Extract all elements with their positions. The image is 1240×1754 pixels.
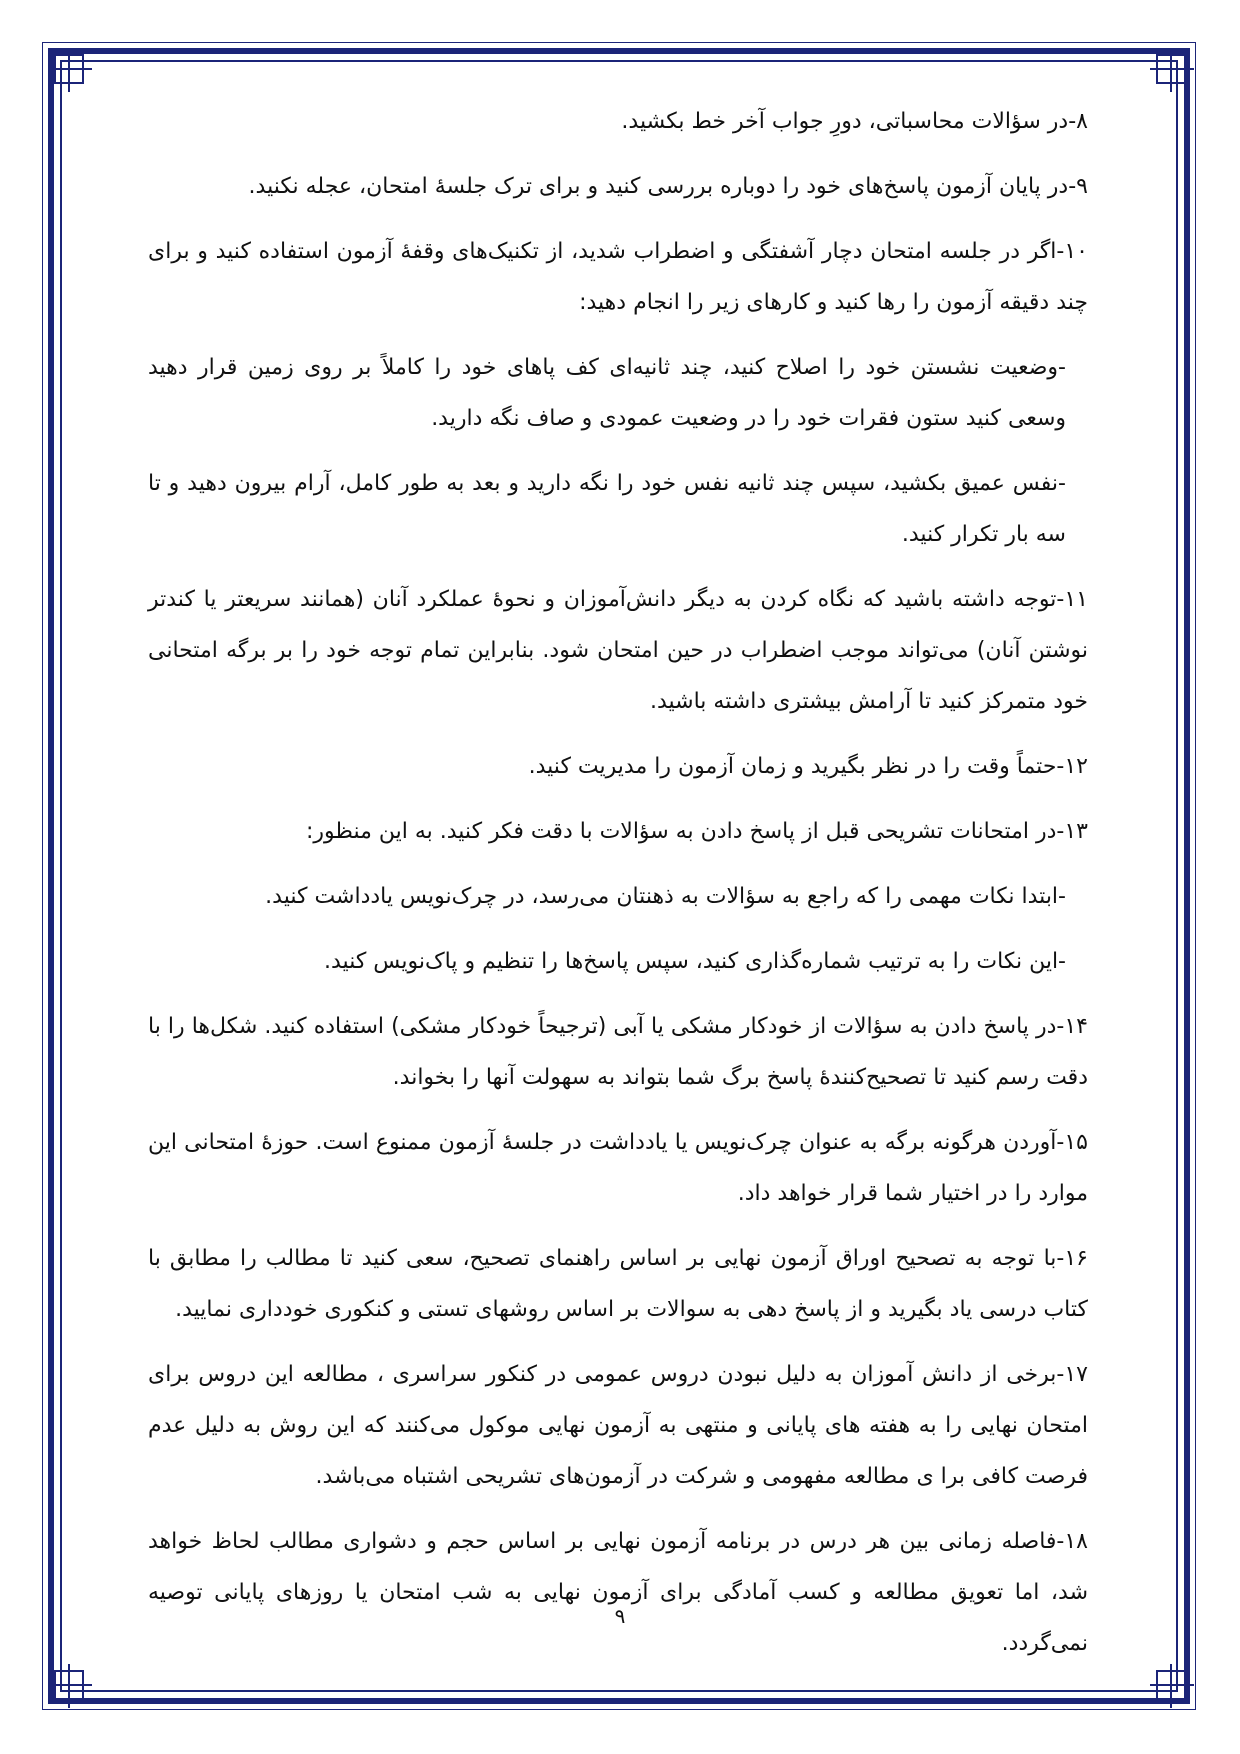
paragraph-item-18: ۱۸-فاصله زمانی بین هر درس در برنامه آزمون نهایی بر اساس حجم و دشواری مطالب لحاظ خواهد شد، اما تعویق مطالعه و کسب آمادگی برای آزمون نهایی به شب امتحان یا روزهای پایانی توصیه نمی‌گردد. <box>148 1529 1088 1656</box>
paragraph-item-13: ۱۳-در امتحانات تشریحی قبل از پاسخ دادن به سؤالات با دقت فکر کنید. به این منظور: <box>306 819 1088 844</box>
paragraph-item-8: ۸-در سؤالات محاسباتی، دورِ جواب آخر خط بکشید. <box>621 109 1088 134</box>
paragraph-item-14: ۱۴-در پاسخ دادن به سؤالات از خودکار مشکی یا آبی (ترجیحاً خودکار مشکی) استفاده کنید. شکل‌ها را با دقت رسم کنید تا تصحیح‌کنندهٔ پاسخ برگ شما بتواند به سهولت آنها را بخواند. <box>148 1014 1088 1090</box>
page-number: ۹ <box>614 1604 626 1628</box>
paragraph-subitem-breathing: -نفس عمیق بکشید، سپس چند ثانیه نفس خود را نگه دارید و بعد به طور کامل، آرام بیرون دهید و تا سه بار تکرار کنید. <box>148 471 1066 547</box>
paragraph-item-12: ۱۲-حتماً وقت را در نظر بگیرید و زمان آزمون را مدیریت کنید. <box>528 754 1088 779</box>
paragraph-item-10: ۱۰-اگر در جلسه امتحان دچار آشفتگی و اضطراب شدید، از تکنیک‌های وقفهٔ آزمون استفاده کنید و برای چند دقیقه آزمون را رها کنید و کارهای زیر را انجام دهید: <box>148 239 1088 315</box>
paragraph-subitem-notes: -ابتدا نکات مهمی را که راجع به سؤالات به ذهنتان می‌رسد، در چرک‌نویس یادداشت کنید. <box>265 884 1066 909</box>
paragraph-item-9: ۹-در پایان آزمون پاسخ‌های خود را دوباره بررسی کنید و برای ترک جلسهٔ امتحان، عجله نکنید. <box>248 174 1088 199</box>
paragraph-subitem-numbering: -این نکات را به ترتیب شماره‌گذاری کنید، سپس پاسخ‌ها را تنظیم و پاک‌نویس کنید. <box>324 949 1066 974</box>
frame-corner-ornament <box>1156 54 1186 84</box>
paragraph-item-15: ۱۵-آوردن هرگونه برگه به عنوان چرک‌نویس یا یادداشت در جلسهٔ آزمون ممنوع است. حوزهٔ امتحانی این موارد را در اختیار شما قرار خواهد داد. <box>148 1130 1088 1206</box>
paragraph-item-16: ۱۶-با توجه به تصحیح اوراق آزمون نهایی بر اساس راهنمای تصحیح، سعی کنید تا مطالب را مطابق با کتاب درسی یاد بگیرید و از پاسخ دهی به سوالات بر اساس روشهای تستی و کنکوری خودداری نمایید. <box>148 1246 1088 1322</box>
frame-corner-ornament <box>54 1670 84 1700</box>
paragraph-item-17: ۱۷-برخی از دانش آموزان به دلیل نبودن دروس عمومی در کنکور سراسری ، مطالعه این دروس برای امتحان نهایی را به هفته های پایانی و منتهی به آزمون نهایی موکول می‌کنند که این روش به دلیل عدم فرصت کافی برا ی مطالعه مفهومی و شرکت در آزمون‌های تشریحی اشتباه می‌باشد. <box>148 1362 1088 1489</box>
frame-corner-ornament <box>54 54 84 84</box>
frame-corner-ornament <box>1156 1670 1186 1700</box>
document-body <box>148 96 1088 1683</box>
paragraph-item-11: ۱۱-توجه داشته باشید که نگاه کردن به دیگر دانش‌آموزان و نحوهٔ عملکرد آنان (همانند سریعتر یا کندتر نوشتن آنان) می‌تواند موجب اضطراب در حین امتحان شود. بنابراین تمام توجه خود را بر برگه امتحانی خود متمرکز کنید تا آرامش بیشتری داشته باشید. <box>148 587 1088 714</box>
paragraph-subitem-posture: -وضعیت نشستن خود را اصلاح کنید، چند ثانیه‌ای کف پاهای خود را کاملاً بر روی زمین قرار دهید وسعی کنید ستون فقرات خود را در وضعیت عمودی و صاف نگه دارید. <box>148 355 1066 431</box>
